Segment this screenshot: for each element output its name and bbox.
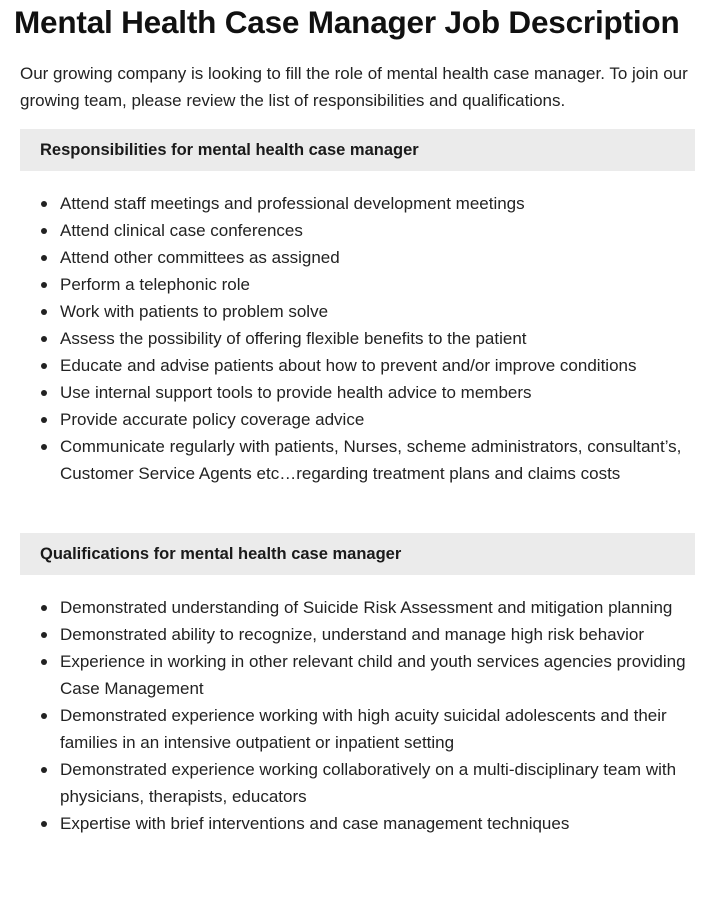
list-item: Expertise with brief interventions and case management techniques — [20, 810, 704, 837]
qualifications-list — [20, 594, 704, 837]
list-item: Attend other committees as assigned — [20, 244, 704, 271]
list-item: Demonstrated experience working with high acuity suicidal adolescents and their families in an intensive outpatient or inpatient setting — [20, 702, 704, 756]
responsibilities-list — [20, 190, 704, 487]
list-item: Assess the possibility of offering flexible benefits to the patient — [20, 325, 704, 352]
list-item: Demonstrated understanding of Suicide Risk Assessment and mitigation planning — [20, 594, 704, 621]
qualifications-heading: Qualifications for mental health case manager — [20, 533, 695, 575]
list-item: Attend clinical case conferences — [20, 217, 704, 244]
responsibilities-heading: Responsibilities for mental health case manager — [20, 129, 695, 171]
list-item: Educate and advise patients about how to prevent and/or improve conditions — [20, 352, 704, 379]
list-item: Experience in working in other relevant child and youth services agencies providing Case Management — [20, 648, 704, 702]
list-item: Demonstrated ability to recognize, understand and manage high risk behavior — [20, 621, 704, 648]
list-item: Work with patients to problem solve — [20, 298, 704, 325]
list-item: Attend staff meetings and professional development meetings — [20, 190, 704, 217]
page-title: Mental Health Case Manager Job Description — [14, 4, 680, 40]
list-item: Use internal support tools to provide health advice to members — [20, 379, 704, 406]
list-item: Provide accurate policy coverage advice — [20, 406, 704, 433]
list-item: Demonstrated experience working collaboratively on a multi-disciplinary team with physicians, therapists, educators — [20, 756, 704, 810]
list-item: Communicate regularly with patients, Nurses, scheme administrators, consultant’s, Customer Service Agents etc…regarding treatment plans and claims costs — [20, 433, 704, 487]
list-item: Perform a telephonic role — [20, 271, 704, 298]
intro-paragraph: Our growing company is looking to fill the role of mental health case manager. To join our growing team, please review the list of responsibilities and qualifications. — [20, 64, 688, 110]
